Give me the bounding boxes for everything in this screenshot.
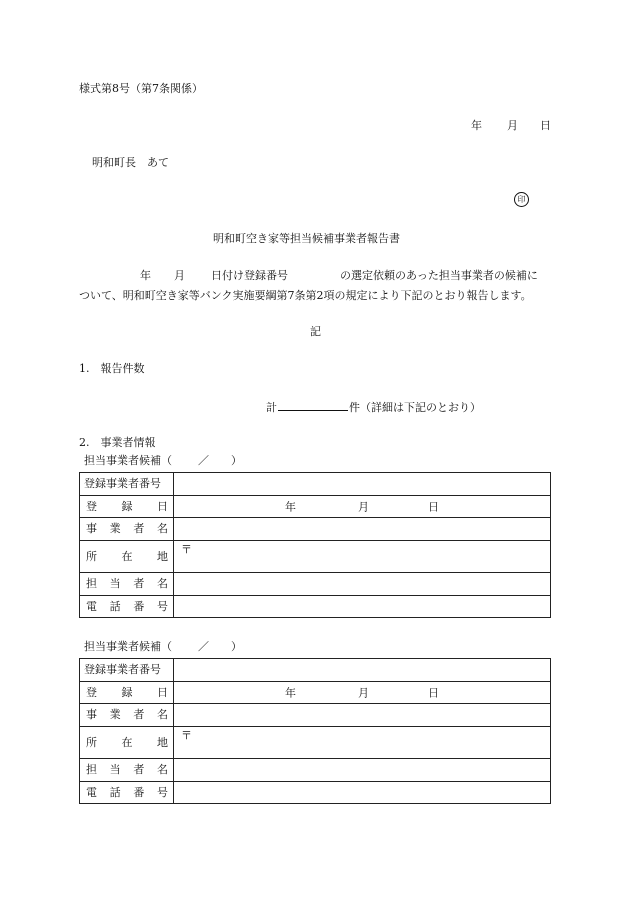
address-field[interactable]: [174, 541, 551, 573]
date-day: 日: [540, 119, 551, 132]
label-char: 業: [109, 708, 121, 722]
label-text: [80, 522, 173, 535]
address-field[interactable]: [174, 727, 551, 759]
label-char: 名: [156, 708, 168, 722]
count-suffix: 件（詳細は下記のとおり）: [349, 401, 481, 414]
row-label: [80, 704, 174, 727]
row-label: [80, 727, 174, 759]
row-label: [80, 782, 174, 804]
label-char: 事: [86, 522, 97, 536]
label-text: [80, 763, 173, 776]
report-count: [266, 399, 481, 414]
phone-field[interactable]: [174, 596, 551, 618]
candidate-close: ）: [231, 640, 242, 653]
label-char: 所: [86, 549, 97, 563]
row-label: [80, 496, 174, 518]
date-year: 年: [285, 685, 296, 699]
row-label: [80, 541, 174, 573]
label-text: [80, 708, 173, 721]
registration-date-field[interactable]: [174, 682, 551, 704]
row-label: [80, 759, 174, 782]
row-label: [80, 659, 174, 682]
label-char: 話: [109, 785, 121, 799]
business-name-field[interactable]: [174, 518, 551, 541]
intro-day-reg: 日付け登録番号: [211, 269, 288, 282]
label-char: 地: [157, 549, 168, 563]
label-char: 号: [156, 785, 168, 799]
label-char: 業: [109, 522, 121, 536]
label-char: 者: [133, 577, 145, 591]
table-row: [80, 473, 551, 496]
table-row: [80, 782, 551, 804]
table-row: [80, 518, 551, 541]
table-row: [80, 682, 551, 704]
row-label: [80, 518, 174, 541]
candidate-label: 担当事業者候補（: [84, 640, 172, 653]
row-label: [80, 682, 174, 704]
addressee: 明和町長 あて: [92, 156, 169, 169]
label-char: 名: [156, 577, 168, 591]
label-char: 録: [121, 685, 133, 699]
section-1-heading: 1. 報告件数: [79, 362, 145, 375]
seal-char: 印: [517, 194, 526, 204]
date-year: 年: [285, 499, 296, 513]
label-char: 電: [86, 599, 97, 613]
candidate-header: [84, 640, 242, 653]
table-row: [80, 541, 551, 573]
label-text: [80, 600, 173, 613]
label-char: 当: [109, 577, 121, 591]
label-char: 地: [157, 735, 168, 749]
row-label: [80, 473, 174, 496]
label-text: [80, 786, 173, 799]
row-label: [80, 573, 174, 596]
label-char: 者: [133, 522, 145, 536]
contact-person-field[interactable]: [174, 573, 551, 596]
table-row: [80, 573, 551, 596]
label-char: 号: [156, 599, 168, 613]
contact-person-field[interactable]: [174, 759, 551, 782]
candidate-header: [84, 454, 242, 467]
label-char: 担: [86, 577, 97, 591]
label-text: [80, 577, 173, 590]
label-char: 者: [133, 708, 145, 722]
label-char: 事: [86, 708, 97, 722]
label-char: 名: [156, 763, 168, 777]
label-char: 所: [86, 735, 97, 749]
intro-line2: ついて、明和町空き家等バンク実施要綱第7条第2項の規定により下記のとおり報告します。: [79, 289, 532, 302]
candidate-label: 担当事業者候補（: [84, 454, 172, 467]
postal-mark-icon: 〒: [181, 543, 192, 556]
date-month: 月: [507, 119, 518, 132]
label-char: 番: [133, 785, 145, 799]
section-2-heading: 2. 事業者情報: [79, 436, 156, 449]
label-char: 在: [121, 549, 133, 563]
label-text: [80, 500, 173, 513]
label-char: 名: [156, 522, 168, 536]
table-row: [80, 659, 551, 682]
candidate-slash: ／: [198, 454, 209, 467]
candidate-close: ）: [231, 454, 242, 467]
label-char: 録: [121, 499, 133, 513]
date-day: 日: [428, 499, 439, 513]
intro-month: 月: [174, 269, 185, 282]
label-char: 者: [133, 763, 145, 777]
registration-number-field[interactable]: [174, 473, 551, 496]
label-text: [80, 686, 173, 699]
label-char: 登: [86, 499, 97, 513]
business-info-table: [79, 472, 551, 618]
table-row: [80, 596, 551, 618]
label-text: 登録事業者番号: [84, 663, 161, 677]
label-text: [80, 550, 173, 563]
registration-number-field[interactable]: [174, 659, 551, 682]
intro-selection: の選定依頼のあった担当事業者の候補に: [340, 269, 538, 282]
phone-field[interactable]: [174, 782, 551, 804]
seal-mark: [514, 192, 529, 207]
ki-mark: 記: [310, 325, 321, 338]
label-char: 当: [109, 763, 121, 777]
date-year: 年: [471, 119, 482, 132]
label-char: 番: [133, 599, 145, 613]
postal-mark-icon: 〒: [181, 729, 192, 742]
date-month: 月: [358, 685, 369, 699]
label-char: 日: [157, 499, 168, 513]
form-number: 様式第8号（第7条関係）: [79, 82, 203, 95]
label-char: 日: [157, 685, 168, 699]
document-title: 明和町空き家等担当候補事業者報告書: [213, 232, 400, 245]
business-info-table: [79, 658, 551, 804]
count-prefix: 計: [266, 401, 277, 414]
candidate-slash: ／: [198, 640, 209, 653]
table-row: [80, 727, 551, 759]
table-row: [80, 496, 551, 518]
label-char: 在: [121, 735, 133, 749]
table-row: [80, 759, 551, 782]
label-text: 登録事業者番号: [84, 477, 161, 491]
table-row: [80, 704, 551, 727]
row-label: [80, 596, 174, 618]
date-month: 月: [358, 499, 369, 513]
business-name-field[interactable]: [174, 704, 551, 727]
registration-date-field[interactable]: [174, 496, 551, 518]
date-day: 日: [428, 685, 439, 699]
label-char: 話: [109, 599, 121, 613]
intro-year: 年: [140, 269, 151, 282]
label-char: 担: [86, 763, 97, 777]
label-char: 登: [86, 685, 97, 699]
label-text: [80, 736, 173, 749]
label-char: 電: [86, 785, 97, 799]
count-blank[interactable]: [278, 399, 348, 411]
